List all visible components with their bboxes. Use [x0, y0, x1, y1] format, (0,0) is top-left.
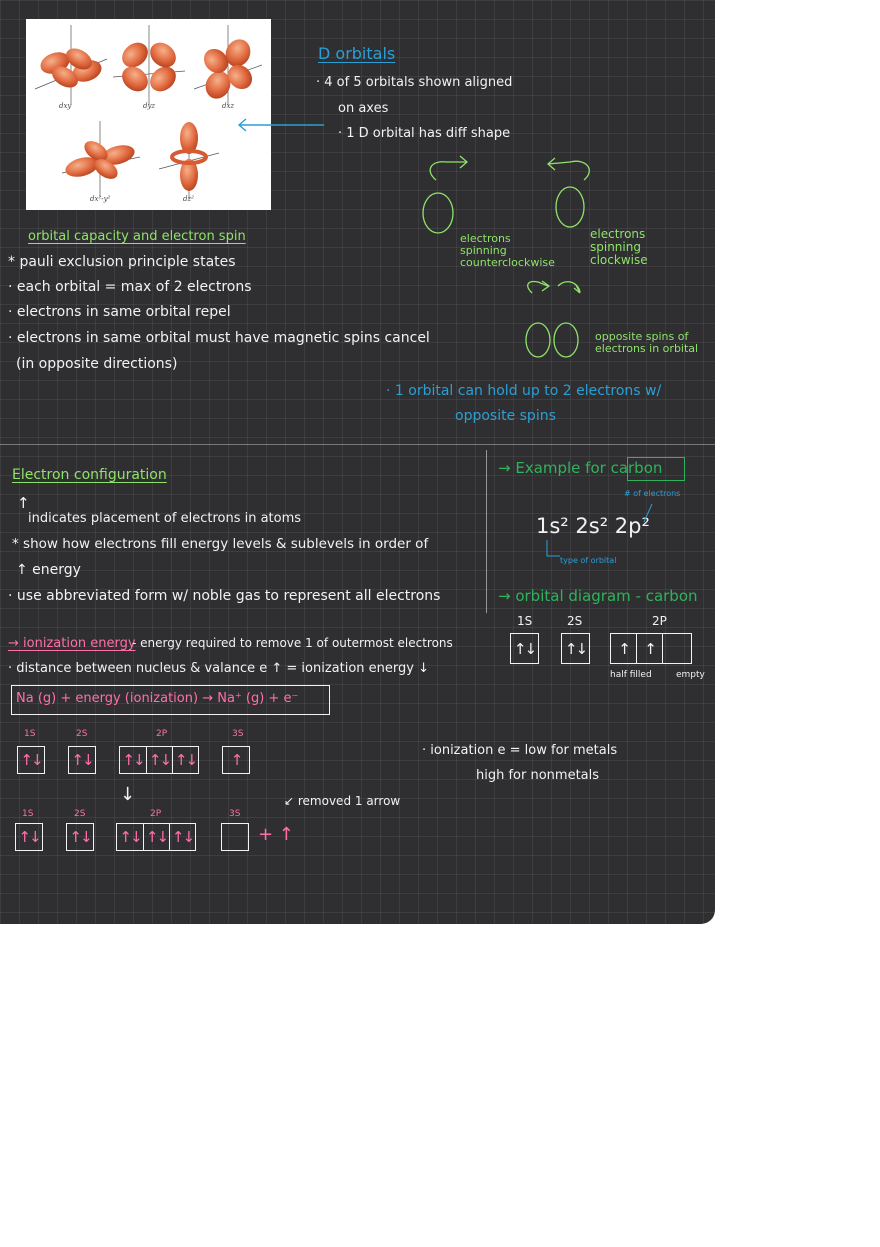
- config-title: Electron configuration: [12, 467, 167, 483]
- carbon-label-1s: 1S: [517, 614, 533, 628]
- paired-spin-arrows-icon: [528, 282, 580, 293]
- carbon-label-2s: 2S: [567, 614, 583, 628]
- na-plus-label-1s: 1S: [22, 809, 34, 819]
- dx2-y2-orbital: [62, 121, 140, 197]
- config-marker-icon: ↑: [17, 494, 30, 512]
- na-plus-orbital-2p-3: ↑↓: [169, 823, 196, 851]
- na-orbital-3s: ↑: [222, 746, 250, 774]
- section-divider: [0, 444, 715, 445]
- na-plus-orbital-3s-empty: [221, 823, 249, 851]
- d-orbitals-figure: [26, 19, 271, 210]
- ionization-distance: · distance between nucleus & valance e ↑ = ionization energy ↓: [8, 661, 429, 676]
- fig-label-dx2y2: dx²-y²: [90, 195, 111, 203]
- capacity-point-1: * pauli exclusion principle states: [8, 254, 236, 270]
- removed-electron: + ↑: [258, 824, 294, 845]
- na-orbital-2p-3: ↑↓: [172, 746, 199, 774]
- na-plus-orbital-2p-2: ↑↓: [143, 823, 170, 851]
- na-label-3s: 3S: [232, 729, 244, 739]
- config-line-3: ↑ energy: [16, 562, 81, 578]
- capacity-summary-2: opposite spins: [455, 408, 556, 424]
- d-orbitals-line3: · 1 D orbital has diff shape: [338, 126, 511, 141]
- na-orbital-1s: ↑↓: [17, 746, 45, 774]
- nonmetals-note: high for nonmetals: [476, 768, 600, 783]
- na-orbital-2p-2: ↑↓: [146, 746, 173, 774]
- orbital-type-note: type of orbital: [560, 556, 617, 565]
- d-orbitals-title: D orbitals: [318, 44, 396, 63]
- carbon-example-title: → Example for carbon: [498, 459, 663, 477]
- carbon-orbital-2s: ↑↓: [561, 633, 590, 664]
- carbon-orbital-2p-1: ↑: [610, 633, 637, 664]
- removed-note: ↙ removed 1 arrow: [284, 794, 401, 808]
- carbon-orbital-2p-3: [662, 633, 692, 664]
- dyz-orbital: [113, 25, 185, 105]
- na-plus-orbital-2s: ↑↓: [66, 823, 94, 851]
- carbon-diagram-title: → orbital diagram - carbon: [498, 587, 698, 605]
- clockwise-label: electrons spinning clockwise: [590, 227, 648, 267]
- capacity-point-2: · each orbital = max of 2 electrons: [8, 279, 252, 295]
- carbon-formula: 1s² 2s² 2p²: [536, 514, 650, 538]
- d-orbitals-line2: on axes: [338, 101, 389, 116]
- na-label-2p: 2P: [156, 729, 168, 739]
- ionization-definition: - energy required to remove 1 of outermost electrons: [132, 636, 453, 650]
- na-plus-orbital-1s: ↑↓: [15, 823, 43, 851]
- carbon-highlight-box: [627, 457, 685, 481]
- dxy-orbital: [35, 25, 107, 105]
- counterclockwise-label: electrons spinning counterclockwise: [460, 232, 555, 269]
- electron-clockwise: [556, 187, 584, 227]
- na-label-2s: 2S: [76, 729, 88, 739]
- fig-label-dxy: dxy: [59, 102, 72, 110]
- column-divider: [486, 450, 487, 613]
- fig-label-dz2: dz²: [183, 195, 194, 203]
- config-line-4: · use abbreviated form w/ noble gas to represent all electrons: [8, 588, 441, 604]
- d-orbitals-line1: · 4 of 5 orbitals shown aligned: [316, 75, 513, 90]
- na-orbital-2s: ↑↓: [68, 746, 96, 774]
- carbon-orbital-2p-2: ↑: [636, 633, 663, 664]
- half-filled-label: half filled: [610, 670, 652, 680]
- empty-label: empty: [676, 670, 705, 680]
- na-plus-label-2p: 2P: [150, 809, 162, 819]
- fig-label-dxz: dxz: [222, 102, 235, 110]
- carbon-orbital-1s: ↑↓: [510, 633, 539, 664]
- capacity-title: orbital capacity and electron spin: [28, 229, 246, 244]
- capacity-summary-1: · 1 orbital can hold up to 2 electrons w/: [386, 383, 662, 399]
- na-plus-label-2s: 2S: [74, 809, 86, 819]
- orbital-shapes-svg: [26, 19, 271, 210]
- dz2-orbital: [159, 122, 219, 199]
- electron-counterclockwise: [423, 193, 453, 233]
- capacity-point-3: · electrons in same orbital repel: [8, 304, 231, 320]
- transition-arrow-icon: ↓: [120, 784, 136, 805]
- clockwise-arrow-icon: [548, 161, 589, 180]
- na-label-1s: 1S: [24, 729, 36, 739]
- dxz-orbital: [194, 25, 262, 105]
- ionization-title: → ionization energy: [8, 636, 136, 651]
- carbon-label-2p: 2P: [652, 614, 667, 628]
- fig-label-dyz: dyz: [143, 102, 156, 110]
- pointer-arrow-icon: [234, 116, 326, 134]
- config-line-1: indicates placement of electrons in atoms: [28, 511, 302, 526]
- electron-pair-right: [554, 323, 578, 357]
- na-plus-label-3s: 3S: [229, 809, 241, 819]
- electron-pair-left: [526, 323, 550, 357]
- na-plus-orbital-2p-1: ↑↓: [116, 823, 144, 851]
- config-line-2: * show how electrons fill energy levels & sublevels in order of: [12, 536, 429, 552]
- metals-note: · ionization e = low for metals: [422, 743, 618, 758]
- electron-count-note: # of electrons: [624, 489, 681, 498]
- opposite-spins-label: opposite spins of electrons in orbital: [595, 330, 699, 355]
- ionization-equation: Na (g) + energy (ionization) → Na⁺ (g) + e⁻: [16, 691, 299, 706]
- counterclockwise-arrow-icon: [430, 162, 466, 180]
- capacity-point-4: · electrons in same orbital must have magnetic spins cancel: [8, 330, 430, 346]
- na-orbital-2p-1: ↑↓: [119, 746, 147, 774]
- capacity-point-5: (in opposite directions): [16, 356, 178, 372]
